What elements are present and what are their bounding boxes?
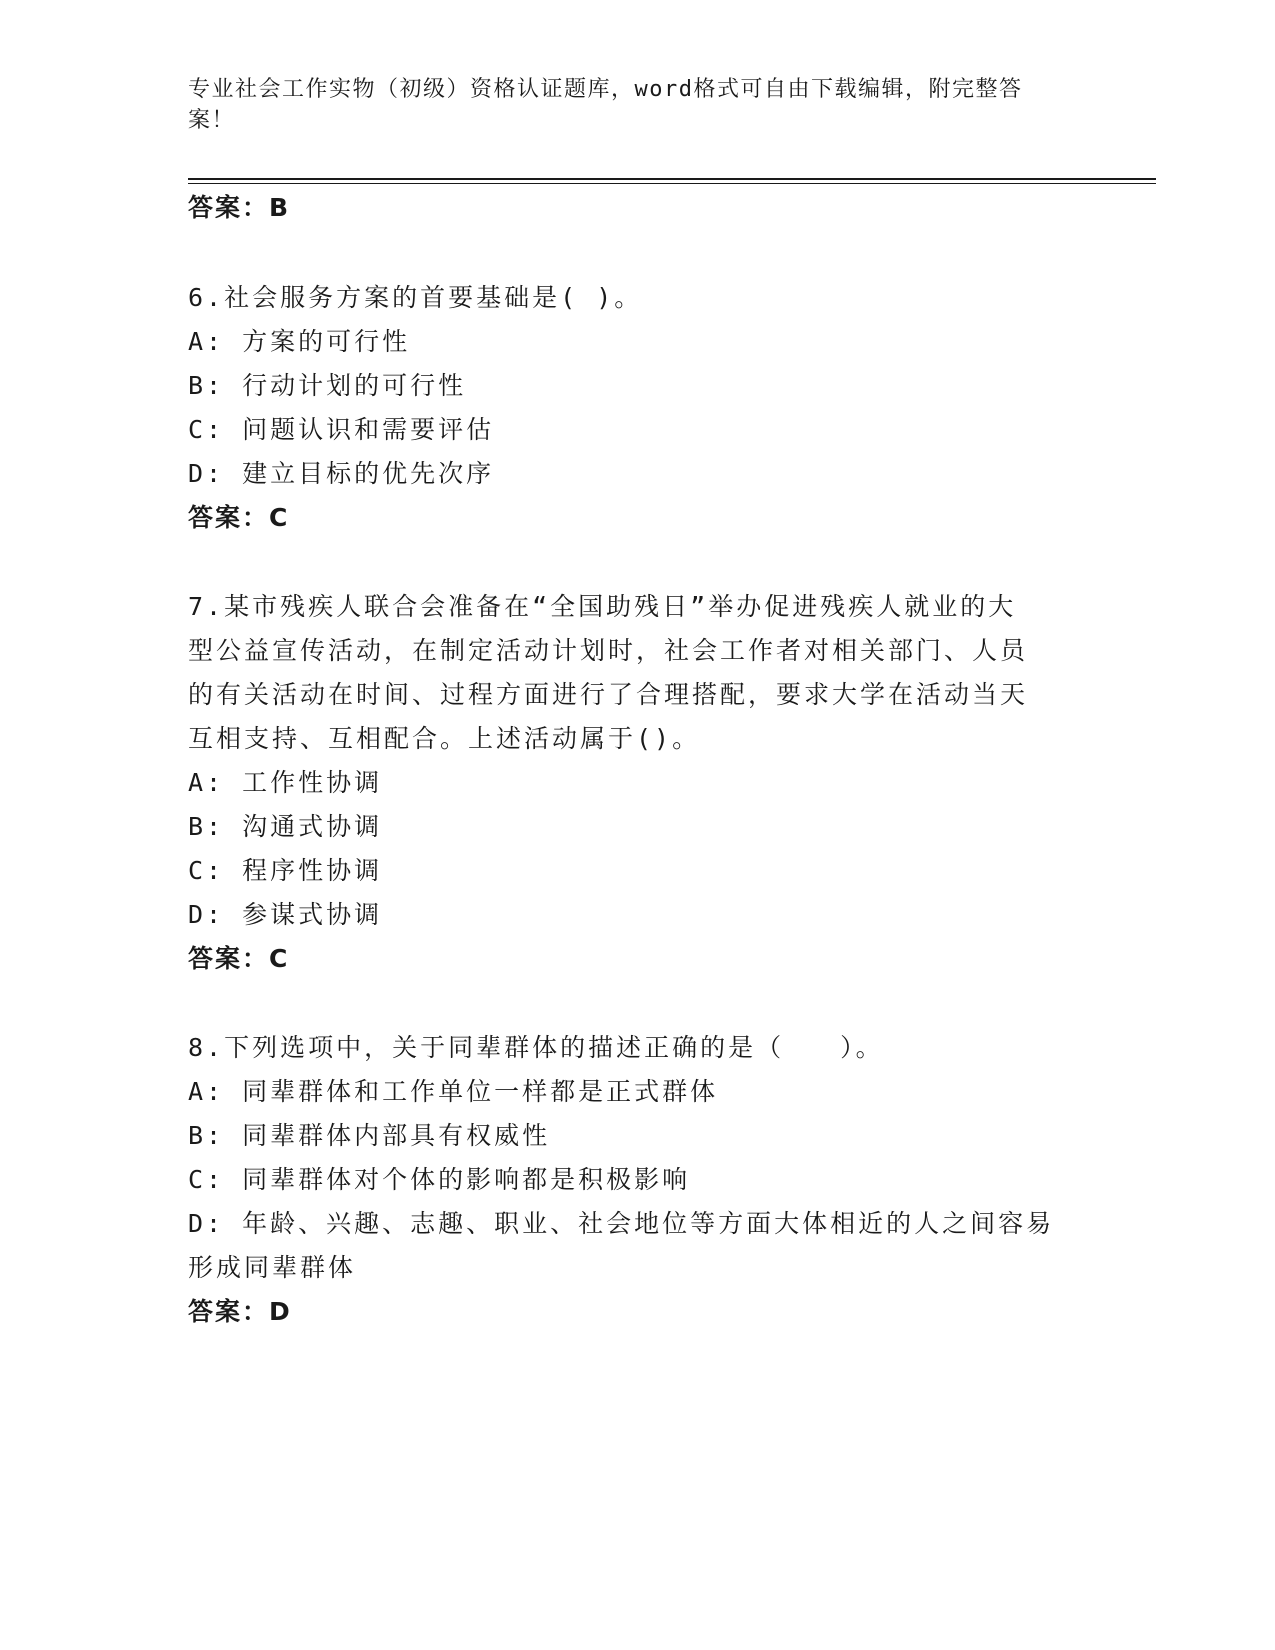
question-7-text-line-1: 7.某市残疾人联合会准备在“全国助残日”举办促进残疾人就业的大: [188, 592, 1017, 621]
previous-answer: 答案：B: [188, 193, 291, 222]
question-8-answer: 答案：D: [188, 1297, 292, 1326]
question-7-text-line-4: 互相支持、互相配合。上述活动属于()。: [188, 724, 701, 753]
question-7-option-c: C: 程序性协调: [188, 856, 383, 885]
question-7-option-b: B: 沟通式协调: [188, 812, 383, 841]
question-8-option-d-continued: 形成同辈群体: [188, 1253, 357, 1282]
question-8-option-a: A: 同辈群体和工作单位一样都是正式群体: [188, 1077, 719, 1106]
question-7-text-line-3: 的有关活动在时间、过程方面进行了合理搭配，要求大学在活动当天: [188, 680, 1029, 709]
question-6-option-c: C: 问题认识和需要评估: [188, 415, 495, 444]
question-6-answer: 答案：C: [188, 503, 290, 532]
question-6-option-b: B: 行动计划的可行性: [188, 371, 467, 400]
header-divider-thick: [188, 178, 1156, 180]
question-8-option-c: C: 同辈群体对个体的影响都是积极影响: [188, 1165, 691, 1194]
question-7-option-a: A: 工作性协调: [188, 768, 383, 797]
question-6-option-a: A: 方案的可行性: [188, 327, 411, 356]
question-7-text-line-2: 型公益宣传活动，在制定活动计划时，社会工作者对相关部门、人员: [188, 636, 1029, 665]
header-divider-thin: [188, 183, 1156, 184]
question-8-option-d: D: 年龄、兴趣、志趣、职业、社会地位等方面大体相近的人之间容易: [188, 1209, 1055, 1238]
question-6-option-d: D: 建立目标的优先次序: [188, 459, 495, 488]
question-7-option-d: D: 参谋式协调: [188, 900, 383, 929]
question-6-text: 6.社会服务方案的首要基础是( )。: [188, 283, 643, 312]
question-7-answer: 答案：C: [188, 944, 290, 973]
question-8-text: 8.下列选项中，关于同辈群体的描述正确的是（ ）。: [188, 1033, 884, 1062]
question-8-option-b: B: 同辈群体内部具有权威性: [188, 1121, 551, 1150]
document-header: 专业社会工作实物（初级）资格认证题库，word格式可自由下载编辑，附完整答案！: [188, 77, 1023, 133]
